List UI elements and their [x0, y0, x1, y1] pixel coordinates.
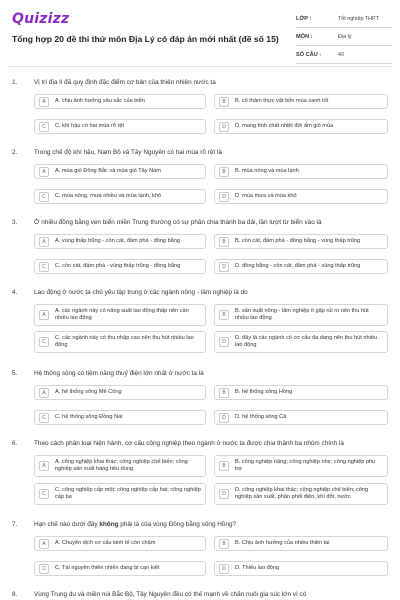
option-c[interactable] [34, 331, 206, 353]
option-letter: C [39, 489, 49, 499]
option-letter: C [39, 337, 49, 347]
option-letter: C [39, 413, 49, 423]
question-text: Vị trí địa lí đã quy định đặc điểm cơ bản của thiên nhiên nước ta [34, 79, 216, 86]
option-text: B. sản xuất nông - lâm nghiệp ít gặp rủi ro nên thu hút nhiều lao động [235, 308, 369, 321]
option-c[interactable] [34, 119, 206, 134]
option-letter: C [39, 262, 49, 272]
option-a[interactable] [34, 94, 206, 109]
option-b[interactable] [214, 385, 388, 400]
option-b[interactable] [214, 234, 388, 249]
option-a[interactable] [34, 164, 206, 179]
option-letter: C [39, 122, 49, 132]
option-text: D. công nghiệp khai thác; công nghiệp chế biến; công nghiệp sản xuất, phân phối điện, khí đốt, nước [235, 487, 369, 500]
option-c[interactable] [34, 189, 206, 204]
option-letter: D [219, 122, 229, 132]
option-b[interactable] [214, 455, 388, 477]
option-letter: A [39, 167, 49, 177]
question-text: Trong chế độ khí hậu, Nam Bộ và Tây Nguyên có hai mùa rõ rệt là [34, 149, 222, 156]
option-letter: B [219, 167, 229, 177]
option-text: C. Tài nguyên thiên nhiên đang bị cạn kiệt [55, 565, 160, 571]
meta-value: 40 [338, 51, 344, 58]
meta-row-grade [296, 10, 392, 28]
option-letter: A [39, 461, 49, 471]
option-d[interactable] [214, 483, 388, 505]
option-text: D. mang tính chất nhiệt đới ẩm gió mùa [235, 123, 334, 129]
question-number: 6. [12, 440, 18, 447]
question-number: 4. [12, 289, 18, 296]
option-d[interactable] [214, 119, 388, 134]
option-letter: B [219, 388, 229, 398]
option-text: C. hệ thống sông Đồng Nai [55, 414, 123, 420]
option-text: A. mùa gió Đông Bắc và mùa gió Tây Nam [55, 168, 161, 174]
option-text: A. các ngành này có năng suất lao động thấp nên cần nhiều lao động [55, 308, 189, 321]
option-text: D. đây là các ngành có cơ cấu đa dạng nên thu hút nhiều lao động [235, 335, 378, 348]
option-text: A. vùng thấp trũng - cồn cát, đầm phá - đồng bằng [55, 238, 181, 244]
option-text: D. Thiếu lao động [235, 565, 280, 571]
option-a[interactable] [34, 304, 206, 326]
header [0, 0, 400, 62]
option-b[interactable] [214, 94, 388, 109]
option-letter: D [219, 413, 229, 423]
option-letter: A [39, 237, 49, 247]
option-d[interactable] [214, 189, 388, 204]
option-letter: D [219, 564, 229, 574]
option-text: D. đồng bằng - cồn cát, đầm phá - vùng thấp trũng [235, 263, 361, 269]
option-letter: C [39, 564, 49, 574]
option-a[interactable] [34, 234, 206, 249]
document-title: Tổng hợp 20 đề thi thử môn Địa Lý có đáp án mới nhất (đề số 15) [12, 34, 279, 44]
meta-row-count [296, 46, 392, 64]
option-letter: A [39, 310, 49, 320]
question-text-part: Hạn chế nào dưới đây [34, 521, 100, 528]
option-letter: D [219, 489, 229, 499]
option-d[interactable] [214, 410, 388, 425]
option-text: C. các ngành này có thu nhập cao nên thu hút nhiều lao động [55, 335, 194, 348]
option-d[interactable] [214, 331, 388, 353]
option-text: B. Chịu ảnh hưởng của nhiều thiên tai [235, 540, 330, 546]
question-number: 7. [12, 521, 18, 528]
question-text: Hệ thống sông có tiềm năng thuỷ điện lớn nhất ở nước ta là [34, 370, 204, 377]
option-c[interactable] [34, 483, 206, 505]
option-text: B. hệ thống sông Hồng [235, 389, 293, 395]
meta-table [296, 10, 392, 64]
option-a[interactable] [34, 536, 206, 551]
question-text-part: phải là của vùng Đồng bằng sông Hồng? [118, 521, 237, 528]
option-d[interactable] [214, 561, 388, 576]
meta-label: LỚP : [296, 15, 312, 22]
option-text: B. công nghiệp nặng; công nghiệp nhẹ; công nghiệp phụ trợ [235, 459, 376, 472]
option-letter: D [219, 337, 229, 347]
option-letter: D [219, 192, 229, 202]
option-a[interactable] [34, 455, 206, 477]
option-letter: B [219, 461, 229, 471]
option-b[interactable] [214, 536, 388, 551]
option-text: B. có thảm thực vật bốn mùa xanh tốt [235, 98, 329, 104]
meta-value: Tốt nghiệp THPT [338, 15, 379, 22]
option-text: A. công nghiệp khai thác; công nghiệp chế biến; công nghiệp sản xuất hàng tiêu dùng [55, 459, 188, 472]
option-text: C. cồn cát, đầm phá - vùng thấp trũng - đồng bằng [55, 263, 181, 269]
option-a[interactable] [34, 385, 206, 400]
question-text: Ở nhiều đồng bằng ven biển miền Trung thường có sự phân chia thành ba dải, lần lượt từ biển vào là [34, 219, 322, 226]
option-letter: B [219, 237, 229, 247]
option-text: A. hệ thống sông Mê Công [55, 389, 122, 395]
meta-label: MÔN : [296, 33, 313, 40]
option-letter: B [219, 539, 229, 549]
option-text: C. công nghiệp cấp một; công nghiệp cấp hai; công nghiệp cấp ba [55, 487, 201, 500]
option-text: B. cồn cát, đầm phá - đồng bằng - vùng thấp trũng [235, 238, 361, 244]
option-b[interactable] [214, 304, 388, 326]
question-text: Vùng Trung du và miền núi Bắc Bộ, Tây Nguyên đều có thế mạnh về chăn nuôi gia súc lớn vì có [34, 591, 307, 598]
option-c[interactable] [34, 561, 206, 576]
quizizz-logo: Quizizz [12, 11, 70, 27]
option-text: D. mùa mưa và mùa khô [235, 193, 297, 199]
option-c[interactable] [34, 259, 206, 274]
question-text [34, 521, 389, 529]
question-text: Lao động ở nước ta chủ yếu tập trung ở các ngành nông - lâm nghiệp là do [34, 289, 248, 296]
question-number: 8. [12, 591, 18, 598]
question-number: 2. [12, 149, 18, 156]
option-c[interactable] [34, 410, 206, 425]
option-text: A. chịu ảnh hưởng sâu sắc của biển [55, 98, 145, 104]
meta-value: Địa lý [338, 33, 352, 40]
option-text: C. khí hậu có hai mùa rõ rệt [55, 123, 125, 129]
option-letter: A [39, 388, 49, 398]
option-d[interactable] [214, 259, 388, 274]
question-number: 5. [12, 370, 18, 377]
option-letter: B [219, 310, 229, 320]
question-number: 3. [12, 219, 18, 226]
question-text-emphasis: không [99, 521, 119, 528]
option-text: D. hệ thống sông Cả [235, 414, 287, 420]
meta-row-subject [296, 28, 392, 46]
option-letter: A [39, 539, 49, 549]
option-letter: C [39, 192, 49, 202]
option-letter: A [39, 97, 49, 107]
header-divider [8, 66, 392, 67]
meta-label: SỐ CÂU : [296, 51, 322, 58]
option-text: B. mùa nóng và mùa lạnh [235, 168, 299, 174]
option-text: C. mùa nóng, mưa nhiều và mùa lạnh, khô [55, 193, 162, 199]
option-text: A. Chuyển dịch cơ cấu kinh tế còn chậm [55, 540, 156, 546]
question-number: 1. [12, 79, 18, 86]
option-b[interactable] [214, 164, 388, 179]
option-letter: D [219, 262, 229, 272]
option-letter: B [219, 97, 229, 107]
question-text: Theo cách phân loại hiện hành, cơ cấu công nghiệp theo ngành ở nước ta được chia thành ba nhóm chính là [34, 440, 344, 447]
